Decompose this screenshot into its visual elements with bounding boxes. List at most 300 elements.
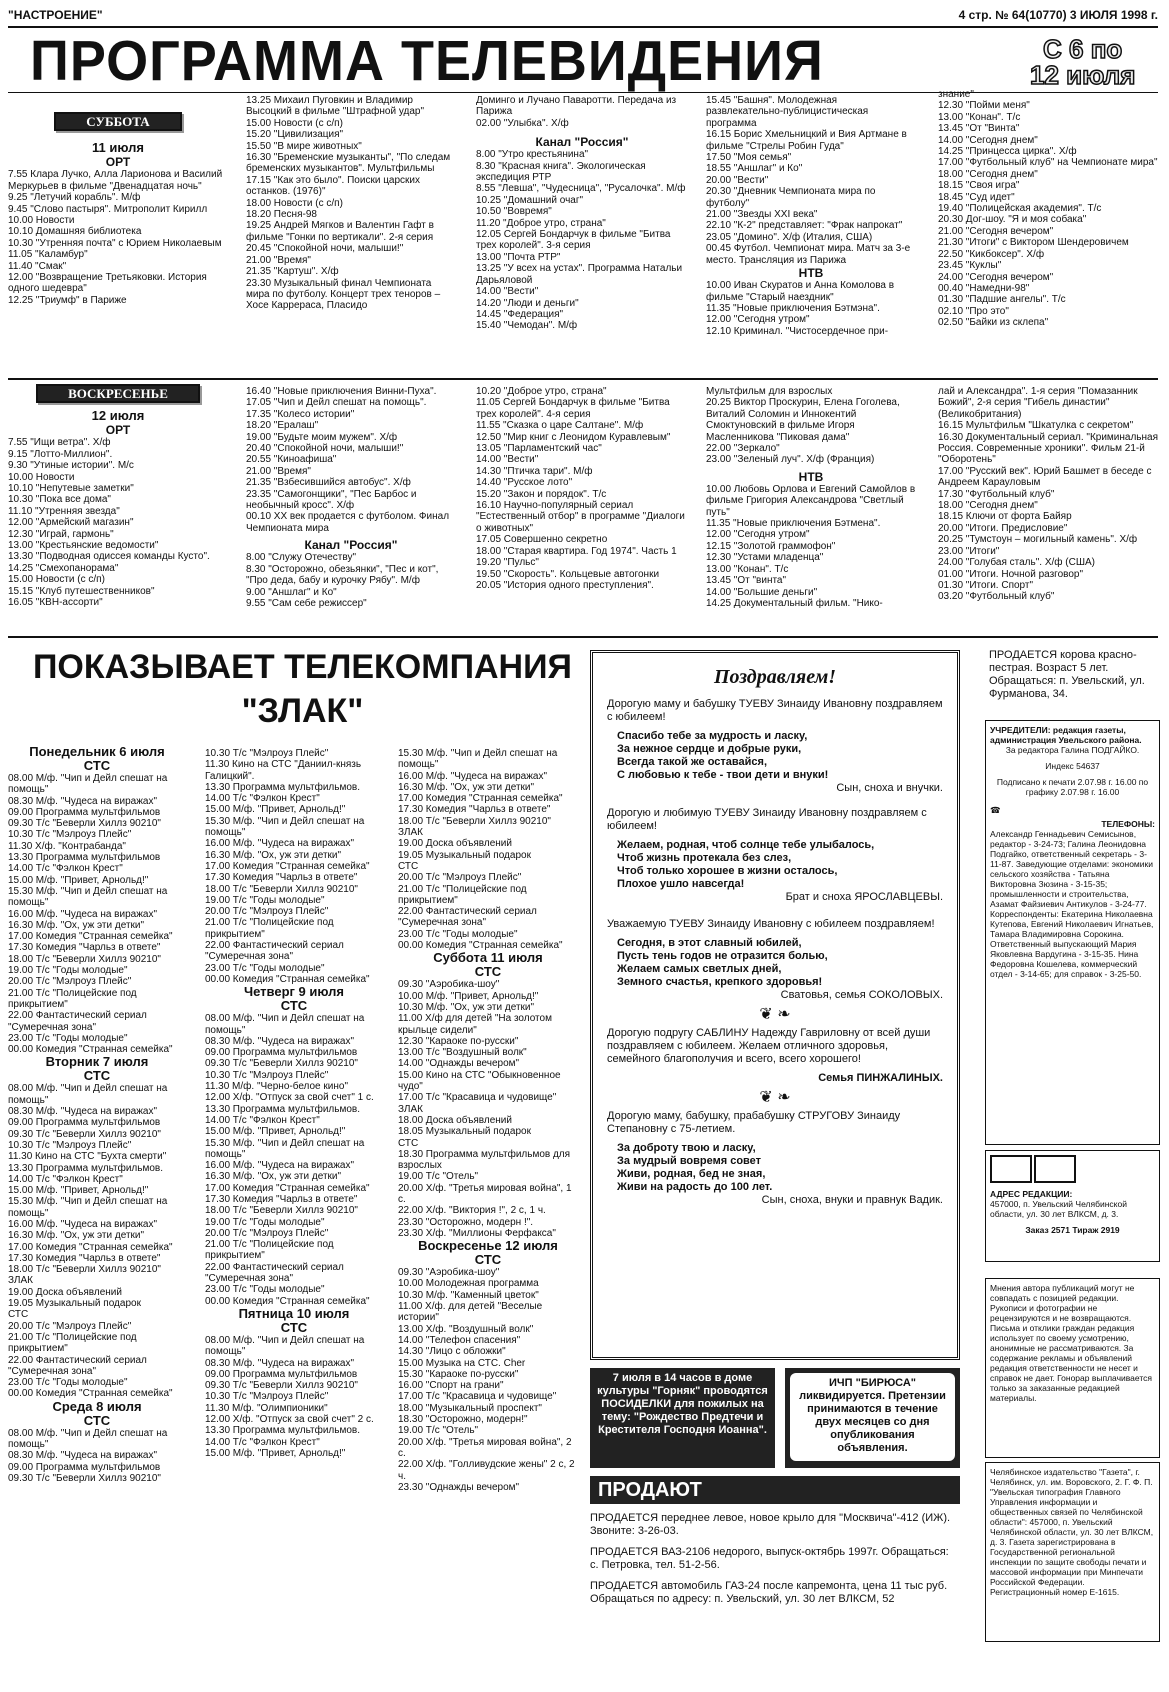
list-item: 14.00 "Однажды вечером" xyxy=(398,1058,520,1070)
list-item: 11.05 Сергей Бондарчук в фильме "Битва трех королей". 4-я серия xyxy=(476,397,673,420)
list-item: 19.00 Доска объявлений xyxy=(398,838,512,850)
zlak-day-heading: Суббота 11 июля xyxy=(433,950,543,966)
list-item: 17.30 Комедия "Чарльз в ответе" xyxy=(205,1193,358,1205)
list-item: 21.00 Т/с "Полицейские под прикрытием" xyxy=(205,917,334,940)
list-item: 17.30 Комедия "Чарльз в ответе" xyxy=(8,1252,161,1264)
listing xyxy=(706,484,916,609)
list-item: 15.40 "Чемодан". М/ф xyxy=(476,320,578,332)
list-item: 9.55 "Сам себе режиссер" xyxy=(246,597,367,609)
cow-ad: ПРОДАЕТСЯ корова красно-пестрая. Возраст 5 лет. Обращаться: п. Увельский, ул. Фурманова, 34. xyxy=(989,649,1145,700)
list-item: 09.00 Программа мультфильмов xyxy=(8,1461,161,1473)
channel-name: СТС xyxy=(474,1252,502,1268)
list-item: 00.00 Комедия "Странная семейка" xyxy=(8,1044,173,1056)
listing xyxy=(8,169,228,306)
list-item: 16.30 М/ф. "Ох, уж эти детки" xyxy=(398,781,535,793)
listing xyxy=(205,1335,383,1459)
list-item: 23.30 "Однажды вечером" xyxy=(398,1481,520,1493)
list-item: 09.00 Программа мультфильмов xyxy=(8,1117,161,1129)
list-item: 22.00 Х/ф. "Голливудские жены" 2 с, 2 ч. xyxy=(398,1459,575,1482)
list-item: 21.00 "Звезды XXI века" xyxy=(706,209,818,221)
list-item: 11.55 "Сказка о царе Салтане". М/ф xyxy=(476,420,644,432)
list-item: 10.30 Т/с "Мэлроуз Плейс" xyxy=(8,829,132,841)
list-item: 12.00 "Армейский магазин" xyxy=(8,517,134,529)
sun-col-5 xyxy=(938,386,1160,603)
phone-icon: ☎ xyxy=(990,805,1001,815)
list-item: 08.30 М/ф. "Чудеса на виражах" xyxy=(8,795,157,807)
list-item: 7.55 "Ищи ветра". Х/ф xyxy=(8,437,111,449)
channel-name: НТВ xyxy=(798,266,824,281)
list-item: 15.30 М/ф. "Чип и Дейл спешат на помощь" xyxy=(205,815,365,839)
list-item: 12.30 "Устами младенца" xyxy=(706,552,824,564)
list-item: 08.00 М/ф. "Чип и Дейл спешат на помощь" xyxy=(205,1334,365,1358)
list-item: 00.00 Комедия "Странная семейка" xyxy=(398,940,563,952)
list-item: 8.00 "Утро крестьянина" xyxy=(476,149,589,161)
list-item: 13.30 Программа мультфильмов xyxy=(8,852,161,864)
listing xyxy=(706,280,916,337)
founders: УЧРЕДИТЕЛИ: редакция газеты, администрация Увельского района. xyxy=(990,725,1142,745)
list-item: Всегда такой же оставайся, xyxy=(617,756,768,768)
congrats-text: Дорогую подругу САБЛИНУ Надежду Гавриловну от всей души поздравляем с юбилеем. Желаем отличного здоровья, семейного благополучия и всего, всего хорошего! xyxy=(607,1027,931,1065)
congrats-text: Дорогую и любимую ТУЕВУ Зинаиду Ивановну поздравляем с юбилеем! xyxy=(607,807,927,832)
paper-name: "НАСТРОЕНИЕ" xyxy=(8,8,103,22)
list-item: 17.00 Т/с "Красавица и чудовище" xyxy=(398,1391,557,1403)
list-item: 13.30 Программа мультфильмов. xyxy=(205,781,360,793)
list-item: 08.00 М/ф. "Чип и Дейл спешат на помощь" xyxy=(205,1013,365,1036)
congrats-heading: Поздравляем! xyxy=(713,666,837,688)
list-item: 10.50 "Вовремя" xyxy=(476,206,552,218)
list-item: 14.00 "Вести" xyxy=(476,286,539,298)
channel-name: СТС xyxy=(83,1412,111,1428)
list-item: 21.00 Т/с "Полицейские под прикрытием" xyxy=(398,883,527,906)
list-item: 16.30 М/ф. "Ох, уж эти детки" xyxy=(8,1230,145,1242)
list-item: 12.50 "Мир книг с Леонидом Куравлевым" xyxy=(476,431,671,443)
list-item: 12.00 "Сегодня утром" xyxy=(706,314,810,326)
listing xyxy=(398,1267,578,1493)
list-item: 01.30 "Падшие ангелы". Т/с xyxy=(938,294,1066,306)
list-item: 09.00 Программа мультфильмов xyxy=(205,1368,358,1380)
list-item: Земного счастья, крепкого здоровья! xyxy=(617,976,823,988)
order-info: Заказ 2571 Тираж 2919 xyxy=(1025,1225,1120,1235)
list-item: 15.00 Новости (с с/п) xyxy=(246,117,343,129)
list-item: 18.30 "Осторожно, модерн!" xyxy=(398,1414,528,1426)
day-label-sunday: ВОСКРЕСЕНЬЕ xyxy=(36,384,200,403)
list-item: За доброту твою и ласку, xyxy=(617,1142,756,1154)
list-item: Доминго и Лучано Паваротти. Передача из Парижа xyxy=(476,95,679,118)
list-item: 17.00 Комедия "Странная семейка" xyxy=(398,793,563,805)
list-item: Чтоб только хорошее в жизни осталось, xyxy=(617,865,838,877)
list-item: 13.05 "Парламентский час" xyxy=(476,443,602,455)
list-item: 16.15 Борис Хмельницкий и Вия Артмане в фильме "Стрелы Робин Гуда" xyxy=(706,129,910,152)
list-item: 12.30 "Караоке по-русски" xyxy=(398,1035,519,1047)
list-item: 19.40 "Полицейская академия". Т/с xyxy=(938,203,1102,215)
list-item: 8.00 "Служу Отечеству" xyxy=(246,552,357,564)
list-item: 18.00 "Сегодня днем" xyxy=(938,168,1038,180)
list-item: СТС xyxy=(398,860,419,872)
list-item: 13.00 "Конан". Т/с xyxy=(938,111,1021,123)
list-item: 13.00 "Крестьянские ведомости" xyxy=(8,540,159,552)
list-item: ЗЛАК xyxy=(398,827,423,839)
list-item: 20.30 "Дневник Чемпионата мира по футболу" xyxy=(706,186,879,209)
list-item: 15.45 "Башня". Молодежная развлекательно-публицистическая программа xyxy=(706,95,871,129)
list-item: 19.00 Т/с "Годы молодые" xyxy=(205,1216,325,1228)
channel-name: СТС xyxy=(280,998,308,1014)
list-item: 11.00 Х/ф для детей "На золотом крыльце сидели" xyxy=(398,1013,552,1036)
list-item: 09.30 Т/с "Беверли Хиллз 90210" xyxy=(205,1058,358,1070)
list-item: 10.00 М/ф. "Привет, Арнольд!" xyxy=(398,990,539,1002)
list-item: 13.00 "Почта РТР" xyxy=(476,251,561,263)
list-item: 14.25 "Смехопанорама" xyxy=(8,562,119,574)
listing xyxy=(476,149,688,332)
list-item: 14.25 Документальный фильм. "Нико- xyxy=(706,597,883,609)
congrats-signature: Сын, снохa и внучки. xyxy=(836,782,943,794)
listing xyxy=(205,748,383,985)
list-item: 18.00 Т/с "Беверли Хиллз 90210" xyxy=(8,953,161,965)
list-item: 14.00 "Телефон спасения" xyxy=(398,1334,521,1346)
list-item: 17.30 Комедия "Чарльз в ответе" xyxy=(205,872,358,884)
list-item: 16.30 М/ф. "Ох, уж эти детки" xyxy=(205,849,342,861)
list-item: 15.00 М/ф. "Привет, Арнольд!" xyxy=(8,1185,149,1197)
for-sale-list xyxy=(590,1512,960,1614)
envelope-icon xyxy=(990,1155,1155,1185)
list-item: 18.00 Т/с "Беверли Хиллз 90210" xyxy=(205,883,358,895)
list-item: 11.20 "Доброе утро, страна" xyxy=(476,217,606,229)
list-item: 23.30 Х/ф. "Миллионы Ферфакса" xyxy=(398,1227,556,1239)
channel-name: СТС xyxy=(83,758,111,773)
sat-col-3 xyxy=(476,95,688,332)
channel-name: Канал "Россия" xyxy=(535,135,629,150)
disclaimer: Мнения автора публикаций могут не совпадать с позицией редакции. Рукописи и фотографии не рецензируются и не возвращаются. Письма и отклики граждан редакция использует по своему усмотрению, анонимные не рассматриваются. За содержание рекламы и объявлений редакция ответственности не несет и справок не дает. Гонорар выплачивается только за заказанные редакцией материалы. xyxy=(985,1278,1160,1458)
divider xyxy=(8,636,1158,638)
list-item: 18.20 "Ералаш" xyxy=(246,420,319,432)
list-item: 10.00 Любовь Орлова и Евгений Самойлов в фильме Григория Александрова "Светлый путь" xyxy=(706,483,918,518)
list-item: 14.00 "Большие деньги" xyxy=(706,586,818,598)
sat-col-5 xyxy=(938,89,1160,329)
list-item: 12.05 Сергей Бондарчук в фильме "Битва трех королей". 3-я серия xyxy=(476,229,674,252)
list-item: За мудрый вовремя совет xyxy=(617,1155,762,1167)
list-item: 22.00 Х/ф. "Виктория !", 2 с, 1 ч. xyxy=(398,1205,546,1217)
list-item: 15.00 М/ф. "Привет, Арнольд!" xyxy=(205,1126,346,1138)
flower-ornament-icon: ❦ ❧ xyxy=(759,1006,791,1023)
list-item: 22.00 Фантастический сериал "Сумеречная зона" xyxy=(205,1261,344,1285)
list-item: 15.00 М/ф. "Привет, Арнольд!" xyxy=(205,1447,346,1459)
list-item: 09.30 Т/с "Беверли Хиллз 90210" xyxy=(8,1472,161,1484)
list-item: 02.50 "Байки из склепа" xyxy=(938,317,1049,329)
list-item: 10.00 Новости xyxy=(8,471,75,483)
list-item: 13.30 "Подводная одиссея команды Кусто". xyxy=(8,551,210,563)
date-range-line1: С 6 по xyxy=(1043,34,1123,64)
list-item: За нежное сердце и добрые руки, xyxy=(617,743,802,755)
list-item: 15.30 М/ф. "Чип и Дейл спешат на помощь" xyxy=(8,885,168,909)
list-item: 16.05 "КВН-ассорти" xyxy=(8,597,103,609)
list-item: 18.00 Т/с "Беверли Хиллз 90210" xyxy=(398,815,551,827)
list-item: 10.25 "Домашний очаг" xyxy=(476,194,584,206)
list-item: 21.00 "Сегодня вечером" xyxy=(938,225,1054,237)
list-item: 17.50 "Моя семья" xyxy=(706,152,792,164)
listing xyxy=(398,979,578,1239)
list-item: 11.35 "Новые приключения Бэтмена". xyxy=(706,518,881,530)
list-item: 20.00 Х/ф. "Третья мировая война", 2 с. xyxy=(398,1436,572,1459)
list-item: 23.30 Музыкальный финал Чемпионата мира по футболу. Концерт трех теноров – Хосе Каррераса, Пласидо xyxy=(246,277,443,312)
list-item: 20.45 "Спокойной ночи, малыши!" xyxy=(246,243,404,255)
zlak-title-line2: "ЗЛАК" xyxy=(241,692,364,730)
list-item: 17.00 Т/с "Красавица и чудовище" xyxy=(398,1092,557,1104)
list-item: 10.00 Новости xyxy=(8,215,75,227)
list-item: 16.00 М/ф. "Чудеса на виражах" xyxy=(398,770,547,782)
address-heading: АДРЕС РЕДАКЦИИ: xyxy=(990,1189,1073,1199)
list-item: 12.30 "Играй, гармонь" xyxy=(8,528,114,540)
list-item: 09.00 Программа мультфильмов xyxy=(8,806,161,818)
list-item: 09.30 "Аэробика-шоу" xyxy=(398,979,500,991)
list-item: 9.15 "Лотто-Миллион". xyxy=(8,448,113,460)
listing xyxy=(706,386,916,466)
list-item: 10.30 Т/с "Мэлроуз Плейс" xyxy=(205,748,329,759)
list-item: Живи на радость до 100 лет. xyxy=(617,1181,773,1193)
list-item: 16.00 М/ф. "Чудеса на виражах" xyxy=(205,1160,354,1172)
list-item: 20.00 "Итоги. Предисловие" xyxy=(938,522,1068,534)
list-item: 13.30 Программа мультфильмов. xyxy=(205,1103,360,1115)
list-item: 13.00 "Конан". Т/с xyxy=(706,563,789,575)
list-item: ПРОДАЕТСЯ автомобиль ГАЗ-24 после капремонта, цена 11 тыс руб. Обращаться по адресу: п. Увельский, ул. 30 лет ВЛКСМ, 52 xyxy=(590,1580,948,1605)
list-item: ПРОДАЕТСЯ переднее левое, новое крыло для "Москвича"-412 (ИЖ). Звоните: 3-26-03. xyxy=(590,1512,951,1537)
list-item: 21.35 "Картуш". Х/ф xyxy=(246,266,339,278)
list-item: 13.30 Программа мультфильмов. xyxy=(8,1162,163,1174)
list-item: 13.25 "У всех на устах". Программа Натальи Дарьяловой xyxy=(476,263,685,286)
list-item: 20.00 "Вести" xyxy=(706,174,769,186)
sun-col-4 xyxy=(706,386,916,609)
channel-name: НТВ xyxy=(798,469,824,484)
list-item: 18.15 Ключи от форта Байяр xyxy=(938,511,1072,523)
list-item: 16.00 "Спорт на грани" xyxy=(398,1380,504,1392)
list-item: 12.00 Х/ф. "Отпуск за свой счет" 1 с. xyxy=(205,1092,374,1104)
zlak-day-heading: Пятница 10 июля xyxy=(238,1305,350,1321)
list-item: 18.30 Программа мультфильмов для взрослых xyxy=(398,1148,571,1172)
list-item: 17.35 "Колесо истории" xyxy=(246,408,355,420)
congrats-text: Уважаемую ТУЕВУ Зинаиду Ивановну с юбилеем поздравляем! xyxy=(607,918,935,930)
list-item: 15.20 "Закон и порядок". Т/с xyxy=(476,488,607,500)
sun-col-1 xyxy=(8,384,228,609)
list-item: 18.20 Песня-98 xyxy=(246,209,317,221)
list-item: 00.00 Комедия "Странная семейка" xyxy=(205,973,370,985)
list-item: 14.00 Т/с "Фэлкон Крест" xyxy=(205,1114,320,1126)
zlak-day-heading: Вторник 7 июля xyxy=(45,1054,149,1070)
list-item: 17.30 Комедия "Чарльз в ответе" xyxy=(8,942,161,954)
listing xyxy=(476,95,688,129)
list-item: 23.00 Т/с "Годы молодые" xyxy=(205,1284,325,1296)
list-item: Мультфильм для взрослых xyxy=(706,386,833,397)
flower-ornament-icon: ❦ ❧ xyxy=(759,1089,791,1106)
channel-name: СТС xyxy=(280,1319,308,1335)
list-item: 09.30 "Аэробика-шоу" xyxy=(398,1267,500,1279)
list-item: 15.15 "Клуб путешественников" xyxy=(8,585,155,597)
zlak-day-heading: Понедельник 6 июля xyxy=(29,744,165,759)
list-item: 18.00 "Музыкальный проспект" xyxy=(398,1402,542,1414)
list-item: 00.00 Комедия "Странная семейка" xyxy=(8,1388,173,1400)
list-item: 18.45 "Суд идет" xyxy=(938,191,1015,203)
printer-info: Челябинское издательство "Газета", г. Челябинск, ул. им. Воровского, 2. Г. Ф. П. "Увельская типография Главного Управления информации и общественных связей по Челябинской области": 457000, п. Увельский Челябинской области, ул. 30 лет ВЛКСМ, д. 3. Газета зарегистрирована в Государственной региональной инспекции по защите свободы печати и массовой информации при Минпечати Российской Федерации. Регистрационный номер Е-1615. xyxy=(985,1462,1160,1642)
list-item: 16.00 М/ф. "Чудеса на виражах" xyxy=(8,908,157,920)
listing xyxy=(8,437,228,608)
list-item: 15.00 Музыка на СТС. Cher xyxy=(398,1357,526,1369)
list-item: 13.25 Михаил Пуговкин и Владимир Высоцкий в фильме "Штрафной удар" xyxy=(246,95,425,118)
congrats-signature: Семья ПИНЖАЛИНЫХ. xyxy=(818,1072,943,1084)
address-box xyxy=(985,1150,1160,1262)
list-item: 11.30 Кино на СТС "Даниил-князь Галицкий". xyxy=(205,759,362,782)
list-item: 23.00 "Зеленый луч". Х/ф (Франция) xyxy=(706,454,875,466)
list-item: 22.00 Фантастический сериал "Сумеречная зона" xyxy=(205,940,344,963)
list-item: 9.45 "Слово пастыря". Митрополит Кирилл xyxy=(8,203,208,215)
list-item: 17.00 Комедия "Странная семейка" xyxy=(8,931,173,943)
list-item: 21.00 Т/с "Полицейские под прикрытием" xyxy=(205,1239,334,1262)
list-item: 14.00 "Сегодня днем" xyxy=(938,134,1038,146)
list-item: 21.00 "Время" xyxy=(246,254,311,266)
listing xyxy=(398,748,578,951)
list-item: С любовью к тебе - твои дети и внуки! xyxy=(617,769,829,781)
list-item: 21.00 Т/с "Полицейские под прикрытием" xyxy=(8,987,137,1010)
list-item: ПРОДАЕТСЯ ВАЗ-2106 недорого, выпуск-октябрь 1997г. Обращаться: с. Петровка, тел. 51-2-56. xyxy=(590,1546,949,1571)
congrats-verse xyxy=(607,937,943,989)
list-item: 11.00 Х/ф. для детей "Веселые истории" xyxy=(398,1301,543,1324)
print-signed: Подписано к печати 2.07.98 г. 16.00 по графику 2.07.98 г. 16.00 xyxy=(996,777,1149,797)
list-item: 16.15 Мультфильм "Шкатулка с секретом" xyxy=(938,420,1134,432)
list-item: 10.30 Т/с "Мэлроуз Плейс" xyxy=(205,1391,329,1403)
listing xyxy=(706,95,916,266)
congratulations-box xyxy=(590,650,960,1360)
list-item: 18.55 "Аншлаг" и Ко" xyxy=(706,163,803,175)
list-item: 19.50 "Скорость". Кольцевые автогонки xyxy=(476,568,660,580)
listing xyxy=(246,552,456,609)
list-item: 19.00 Доска объявлений xyxy=(8,1286,122,1298)
page-title: ПРОГРАММА ТЕЛЕВИДЕНИЯ xyxy=(30,29,824,93)
sat-col-1 xyxy=(8,112,228,306)
list-item: 15.00 М/ф. "Привет, Арнольд!" xyxy=(8,874,149,886)
list-item: 20.30 Дог-шоу. "Я и моя собака" xyxy=(938,214,1087,226)
congrats-signature: Сын, снохa, внуки и правнук Вадик. xyxy=(761,1194,943,1206)
channel-name: СТС xyxy=(83,1068,111,1084)
list-item: 14.00 Т/с "Фэлкон Крест" xyxy=(205,793,320,805)
list-item: 11.30 Х/ф. "Контрабанда" xyxy=(8,840,126,852)
list-item: 23.00 Т/с "Годы молодые" xyxy=(8,1032,128,1044)
list-item: 18.00 Новости (с с/п) xyxy=(246,197,343,209)
list-item: 16.00 М/ф. "Чудеса на виражах" xyxy=(205,838,354,850)
list-item: 01.00 "Итоги. Ночной разговор" xyxy=(938,568,1084,580)
list-item: 24.00 "Сегодня вечером" xyxy=(938,271,1054,283)
list-item: 15.30 М/ф. "Чип и Дейл спешат на помощь" xyxy=(205,1137,365,1160)
list-item: 10.20 "Доброе утро, страна" xyxy=(476,386,607,397)
masthead-bar xyxy=(8,8,1158,24)
list-item: 15.50 "В мире животных" xyxy=(246,140,362,152)
list-item: 20.00 Т/с "Мэлроуз Плейс" xyxy=(205,1227,329,1239)
list-item: Чтоб жизнь протекала без слез, xyxy=(617,852,792,864)
list-item: 08.30 М/ф. "Чудеса на виражах" xyxy=(205,1035,354,1047)
congrats-signature: Брат и снохa ЯРОСЛАВЦЕВЫ. xyxy=(785,891,943,903)
list-item: 08.30 М/ф. "Чудеса на виражах" xyxy=(8,1450,157,1462)
list-item: 12.00 Х/ф. "Отпуск за свой счет" 2 с. xyxy=(205,1414,374,1426)
listing xyxy=(8,1428,186,1484)
list-item: 23.00 "Итоги" xyxy=(938,545,1000,557)
list-item: 00.10 ХХ век продается с футболом. Финал Чемпионата мира xyxy=(246,511,452,534)
day-date: 11 июля xyxy=(92,140,144,156)
issue-info: 4 стр. № 64(10770) 3 ИЮЛЯ 1998 г. xyxy=(958,8,1158,22)
sat-col-2 xyxy=(246,95,456,312)
list-item: 12.00 "Сегодня утром" xyxy=(706,529,810,541)
list-item: 10.30 М/ф. "Ох, уж эти детки" xyxy=(398,1001,535,1013)
list-item: 17.00 "Русский век". Юрий Башмет в беседе с Андреем Карауловым xyxy=(938,465,1155,489)
listing xyxy=(205,1013,383,1307)
list-item: 15.00 Кино на СТС "Обыкновенное чудо" xyxy=(398,1069,561,1093)
list-item: 08.00 М/ф. "Чип и Дейл спешат на помощь" xyxy=(8,1427,168,1451)
list-item: 12.00 "Возвращение Третьяковки. История одного шедевра" xyxy=(8,272,210,295)
list-item: 16.30 "Бременские музыканты", "По следам бременских музыкантов". Мультфильмы xyxy=(246,152,453,175)
congrats-verse xyxy=(607,730,943,782)
list-item: 10.10 "Непутевые заметки" xyxy=(8,483,134,495)
date-range xyxy=(1030,36,1135,88)
list-item: 11.40 "Смак" xyxy=(8,260,67,272)
list-item: 23.45 "Куклы" xyxy=(938,260,1002,272)
phones: Александр Геннадьевич Семисынов, редактор - 3-24-73; Галина Леонидовна Подгайко, ответственный секретарь - 3-11-87. Заведующие отделами: экономики сельского хозяйства - Татьяна Викторовна Зюзина - 3-15-35; промышленности и строительства, Азамат Файзиевич Антикулов - 3-24-77. Корреспонденты: Екатерина Николаевна Кутепова, Евгений Николаевич Игнатьев, Тамара Владимировна Сорокина. Ответственный выпускающий Мария Яковлевна Вардугина - 3-15-35. Нина Федоровна Кошелева, коммерческий отдел - 3-14-65; для справок - 3-25-50. xyxy=(990,829,1154,979)
list-item: 18.00 Доска объявлений xyxy=(398,1114,512,1126)
list-item: 09.30 Т/с "Беверли Хиллз 90210" xyxy=(8,1128,161,1140)
list-item: 19.00 Т/с "Годы молодые" xyxy=(8,965,128,977)
list-item: 17.00 Комедия "Странная семейка" xyxy=(8,1241,173,1253)
list-item: 15.30 М/ф. "Чип и Дейл спешат на помощь" xyxy=(398,748,558,771)
list-item: 17.05 "Чип и Дейл спешат на помощь". xyxy=(246,397,427,409)
list-item: 01.30 "Итоги. Спорт" xyxy=(938,579,1034,591)
list-item: 20.25 Виктор Проскурин, Елена Гоголева, Виталий Соломин и Иннокентий Смоктуновский в фильме Игоря Масленникова "Пиковая дама" xyxy=(706,397,903,443)
index: Индекс 54637 xyxy=(1045,761,1100,771)
list-item: 8.55 "Левша", "Чудесница", "Русалочка". М/ф xyxy=(476,183,686,195)
list-item: 20.05 "История одного преступления". xyxy=(476,579,654,591)
list-item: 19.00 "Будьте моим мужем". Х/ф xyxy=(246,431,398,443)
list-item: 03.20 "Футбольный клуб" xyxy=(938,591,1055,603)
listing xyxy=(246,386,456,534)
list-item: 14.25 "Принцесса цирка". Х/ф xyxy=(938,146,1077,158)
list-item: 21.00 Т/с "Полицейские под прикрытием" xyxy=(8,1331,137,1355)
editor: За редактора Галина ПОДГАЙКО. xyxy=(1005,745,1140,755)
list-item: 9.30 "Утиные истории". М/с xyxy=(8,460,134,472)
list-item: 23.30 "Осторожно, модерн !". xyxy=(398,1216,534,1228)
list-item: 19.25 Андрей Мягков и Валентин Гафт в фильме "Гонки по вертикали". 2-я серия xyxy=(246,220,437,243)
list-item: 14.30 "Птичка тари". М/ф xyxy=(476,465,593,477)
list-item: 16.10 Научно-популярный сериал "Естественный отбор" в программе "Диалоги о животных" xyxy=(476,500,688,534)
list-item: 23.00 Т/с "Годы молодые" xyxy=(398,928,518,940)
list-item: 02.10 "Про это" xyxy=(938,305,1009,317)
list-item: 12.15 "Золотой граммофон" xyxy=(706,540,836,552)
sun-col-3 xyxy=(476,386,688,591)
list-item: 08.30 М/ф. "Чудеса на виражах" xyxy=(205,1357,354,1369)
list-item: 20.40 "Спокойной ночи, малыши!" xyxy=(246,443,404,455)
listing xyxy=(8,773,186,1055)
list-item: 23.35 "Самогонщики", "Пес Барбос и необычный кросс". Х/ф xyxy=(246,488,420,512)
list-item: 12.25 "Триумф" в Париже xyxy=(8,294,127,306)
list-item: 9.00 "Аншлаг" и Ко" xyxy=(246,586,337,598)
list-item: Плохое ушло навсегда! xyxy=(617,878,745,890)
list-item: 20.00 Т/с "Мэлроуз Плейс" xyxy=(398,872,522,884)
list-item: 10.00 Молодежная программа xyxy=(398,1278,539,1290)
zlak-col-2 xyxy=(205,748,383,1459)
zlak-title-line1: ПОКАЗЫВАЕТ ТЕЛЕКОМПАНИЯ xyxy=(32,648,572,686)
address: 457000, п. Увельский Челябинской области, ул. 30 лет ВЛКСМ, д. 3. xyxy=(990,1199,1127,1219)
list-item: 19.05 Музыкальный подарок xyxy=(8,1298,141,1310)
list-item: 14.45 "Федерация" xyxy=(476,308,564,320)
list-item: 15.00 М/ф. "Привет, Арнольд!" xyxy=(205,804,346,816)
list-item: 20.00 Т/с "Мэлроуз Плейс" xyxy=(8,1320,132,1332)
list-item: 02.00 "Улыбка". Х/ф xyxy=(476,117,569,129)
channel-name: ОРТ xyxy=(105,155,131,170)
list-item: 13.00 Х/ф. "Воздушный волк" xyxy=(398,1323,534,1335)
list-item: 21.30 "Итоги" с Виктором Шендеровичем xyxy=(938,237,1129,249)
list-item: 14.30 "Лицо с обложки" xyxy=(398,1346,506,1358)
congrats-verse xyxy=(607,839,943,891)
